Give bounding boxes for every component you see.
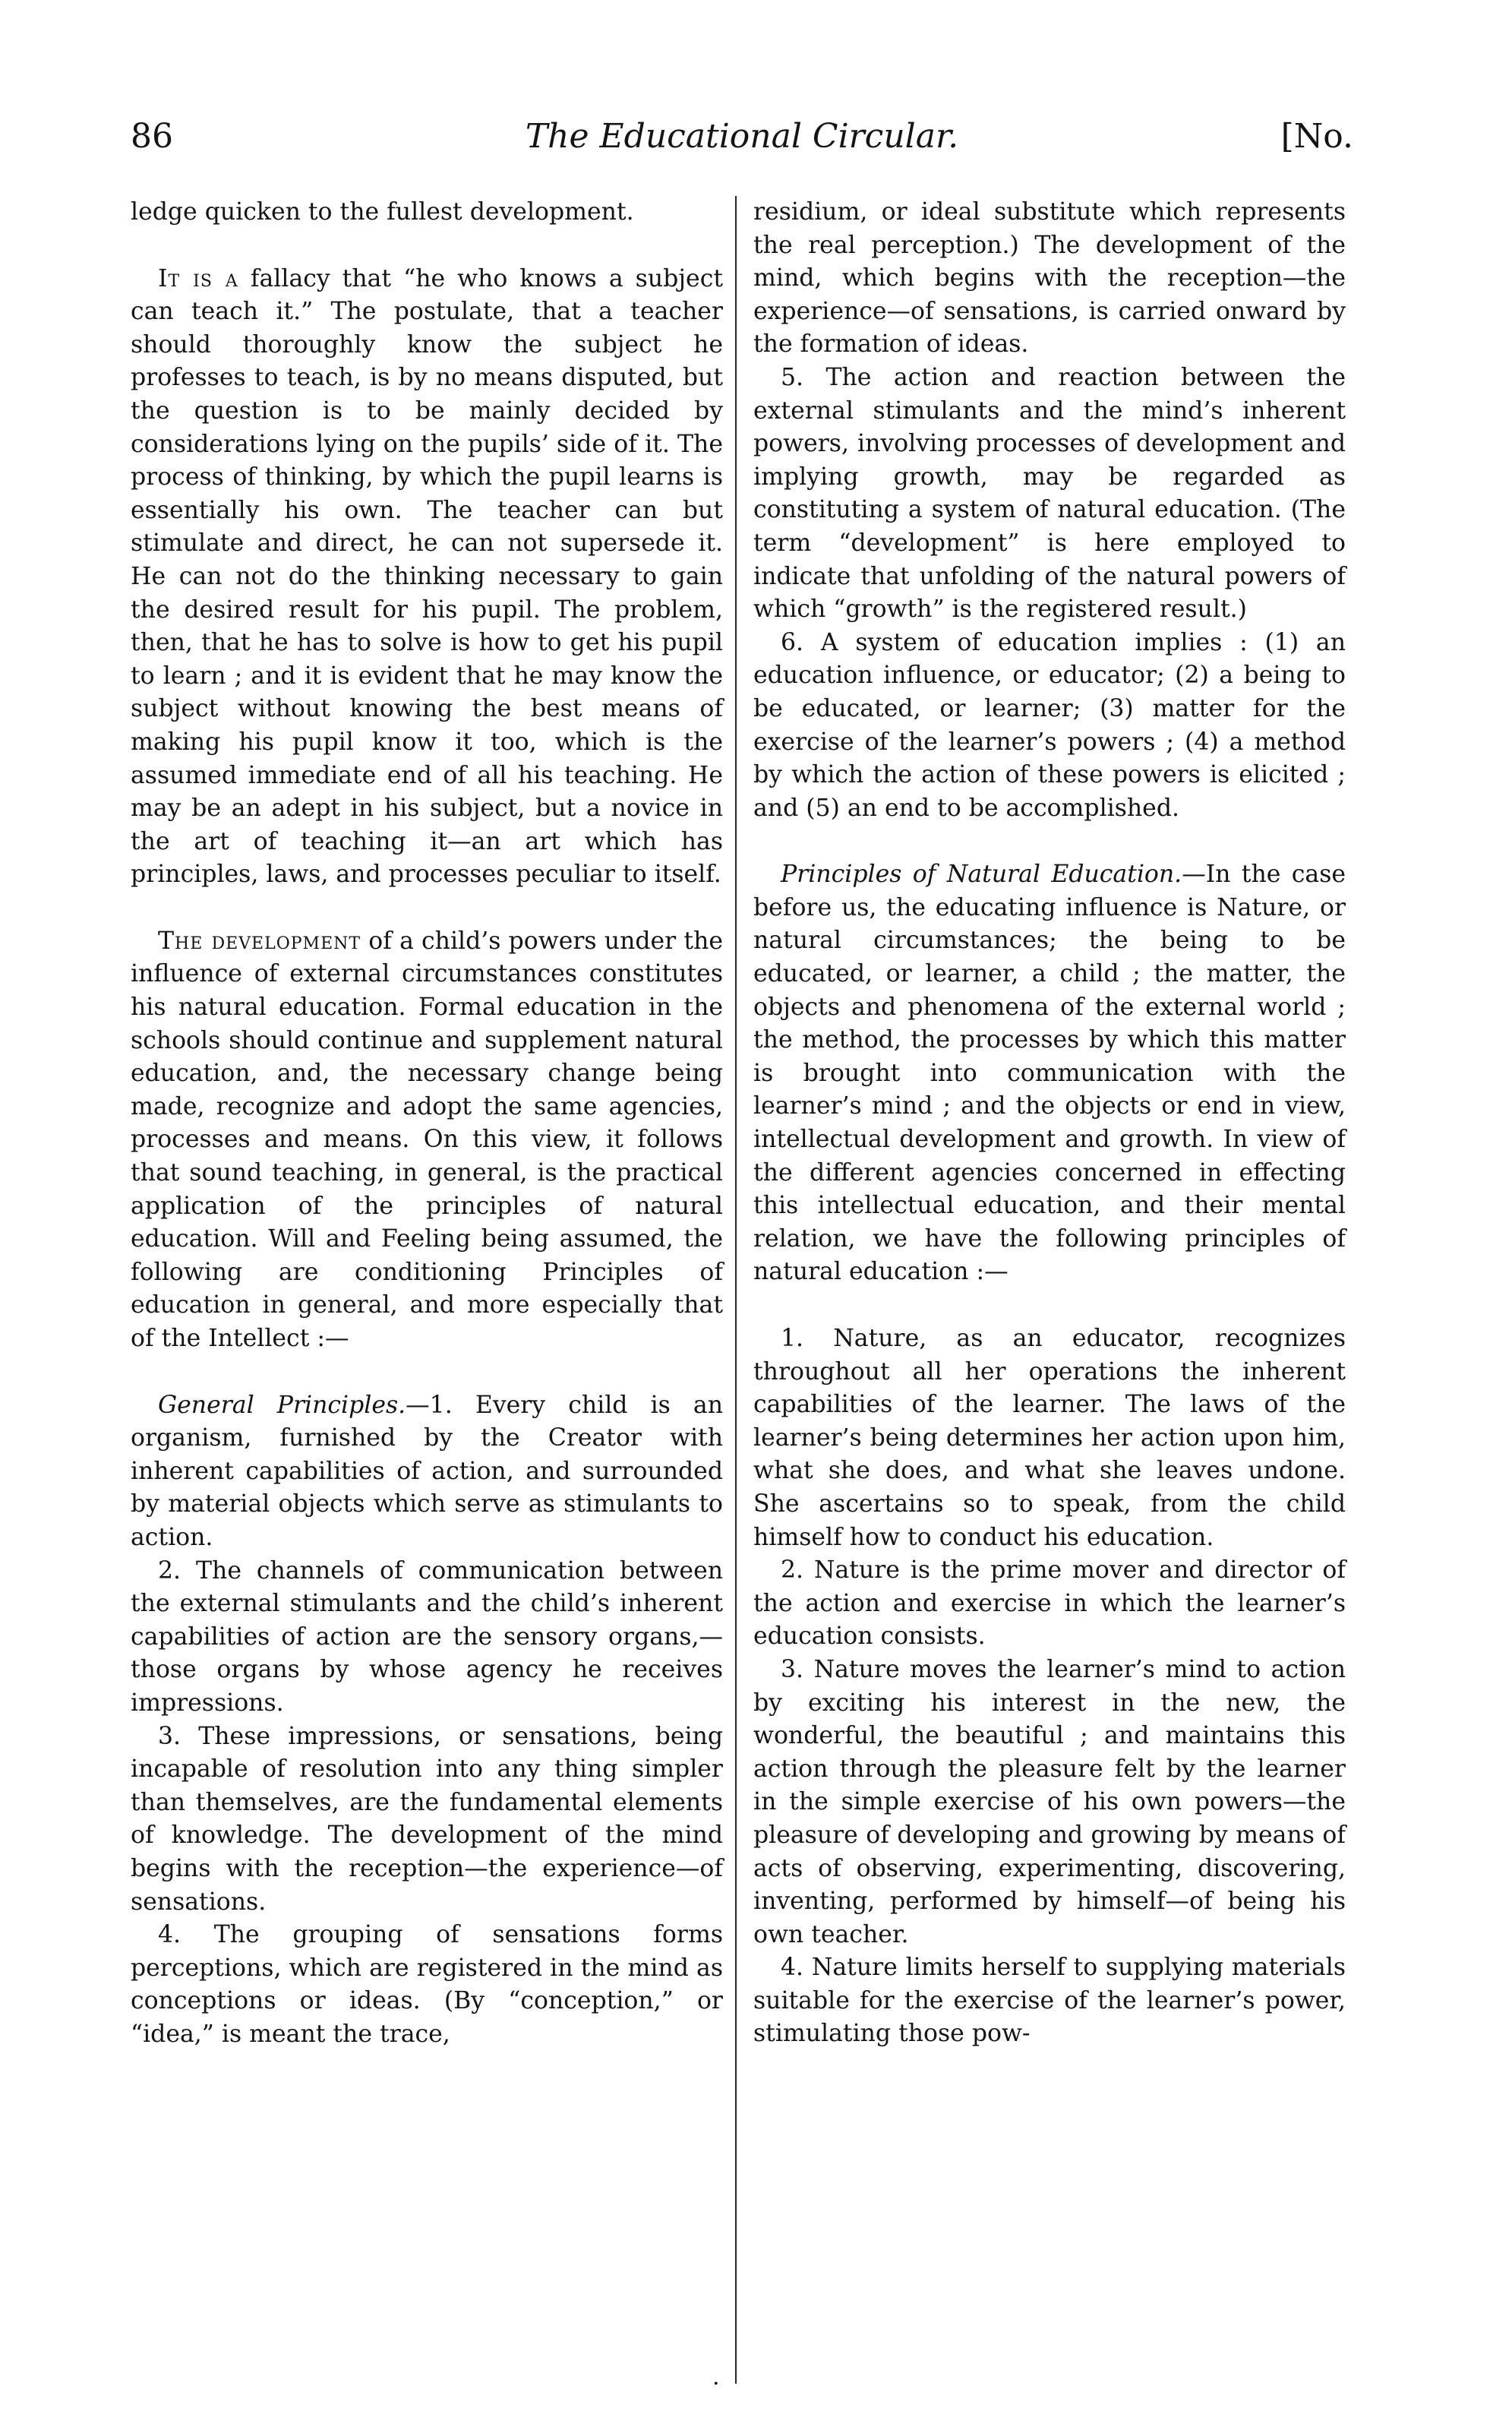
right-paragraph-nature-2: 2. Nature is the prime mover and director of the action and exercise in which the learner’s education consists. — [753, 1556, 1346, 1651]
left-paragraph-principle-4: 4. The grouping of sensations forms perceptions, which are registered in the mind as conceptions or ideas. (By “conception,” or “idea,” is meant the trace, — [131, 1921, 723, 2048]
right-paragraph-nature-1: 1. Nature, as an educator, recognizes throughout all her operations the inherent capabilities of the learner. The laws of the learner’s being determines her action upon him, what she does, and what she leaves undone. She ascertains so to speak, from the child himself how to conduct his education. — [753, 1325, 1346, 1551]
page-header — [131, 114, 1353, 160]
paragraph-lead-in: It is a — [158, 264, 238, 292]
left-paragraph-1: ledge quicken to the fullest development. — [131, 198, 634, 226]
printer-mark: . — [712, 2364, 720, 2390]
issue-number-mark: [No. — [1280, 117, 1353, 156]
right-column — [753, 196, 1346, 2051]
right-paragraph-nature-4: 4. Nature limits herself to supplying materials suitable for the exercise of the learner’s power, stimulating those pow- — [753, 1954, 1346, 2048]
section-heading-natural-education: Principles of Natural Education. — [781, 861, 1182, 889]
right-paragraph-principle-5: 5. The action and reaction between the external stimulants and the mind’s inherent powers, involving processes of development and implying growth, may be regarded as constituting a system of natural education. (The term “development” is here employed to indicate that unfolding of the natural powers of which “growth” is the registered result.) — [753, 363, 1346, 624]
paragraph-lead-in: The development — [158, 927, 361, 955]
left-paragraph-teaching-fallacy — [131, 263, 723, 892]
page-number: 86 — [131, 117, 173, 156]
paragraph-body: —In the case before us, the educating influence is Nature, or natural circumstances; the being to be educated, or learner, a child ; the matter, the objects and phenomena of the external world ; the method, the processes by which this matter is brought into communication with the learner’s mind ; and the objects or end in view, intellectual development and growth. In view of the different agencies concerned in effecting this intellectual education, and their mental relation, we have the following principles of natural education :— — [753, 861, 1346, 1286]
column-divider — [735, 196, 737, 2384]
right-paragraph-continuation: residium, or ideal substitute which represents the real perception.) The development of the mind, which begins with the reception—the experience—of sensations, is carried onward by the formation of ideas. — [753, 198, 1346, 359]
paragraph-body: fallacy that “he who knows a subject can teach it.” The postulate, that a teacher should thoroughly know the subject he professes to teach, is by no means disputed, but the question is to be mainly decided by considerations lying on the pupils’ side of it. The process of thinking, by which the pupil learns is essentially his own. The teacher can but stimulate and direct, he can not supersede it. He can not do the thinking necessary to gain the desired result for his pupil. The problem, then, that he has to solve is how to get his pupil to learn ; and it is evident that he may know the subject without knowing the best means of making his pupil know it too, which is the assumed immediate end of all his teaching. He may be an adept in his subject, but a novice in the art of teaching it—an art which has principles, laws, and processes peculiar to itself. — [131, 264, 724, 889]
right-paragraph-natural-education — [753, 858, 1346, 1289]
left-paragraph-principle-2: 2. The channels of communication between the external stimulants and the child’s inherent capabilities of action are the sensory organs,—those organs by whose agency he receives impressions. — [131, 1556, 723, 1717]
left-paragraph-general-principles — [131, 1389, 723, 1555]
paragraph-body: of a child’s powers under the influence of external circumstances constitutes his natural education. Formal education in the schools should continue and supplement natural education, and, the necessary change being made, recognize and adopt the same agencies, processes and means. On this view, it follows that sound teaching, in general, is the practical application of the principles of natural education. Will and Feeling being assumed, the following are conditioning Principles of education in general, and more especially that of the Intellect :— — [131, 927, 724, 1352]
left-paragraph-principle-3: 3. These impressions, or sensations, being incapable of resolution into any thing simpler than themselves, are the fundamental elements of knowledge. The development of the mind begins with the reception—the experience—of sensations. — [131, 1722, 723, 1916]
paragraph-body: —1. Every child is an organism, furnished by the Creator with inherent capabilities of action, and surrounded by material objects which serve as stimulants to action. — [131, 1391, 723, 1551]
right-paragraph-nature-3: 3. Nature moves the learner’s mind to action by exciting his interest in the new, the wonderful, the beautiful ; and maintains this action through the pleasure felt by the learner in the simple exercise of his own powers—the pleasure of developing and growing by means of acts of observing, experimenting, discovering, inventing, performed by himself—of being his own teacher. — [753, 1655, 1346, 1948]
section-heading-general-principles: General Principles. — [158, 1391, 406, 1419]
left-paragraph-development — [131, 925, 723, 1356]
right-paragraph-principle-6: 6. A system of education implies : (1) an education influence, or educator; (2) a being to be educated, or learner; (3) matter for the exercise of the learner’s powers ; (4) a method by which the action of these powers is elicited ; and (5) an end to be accomplished. — [753, 628, 1346, 822]
running-title: The Educational Circular. — [525, 117, 959, 156]
left-column — [131, 196, 723, 2051]
